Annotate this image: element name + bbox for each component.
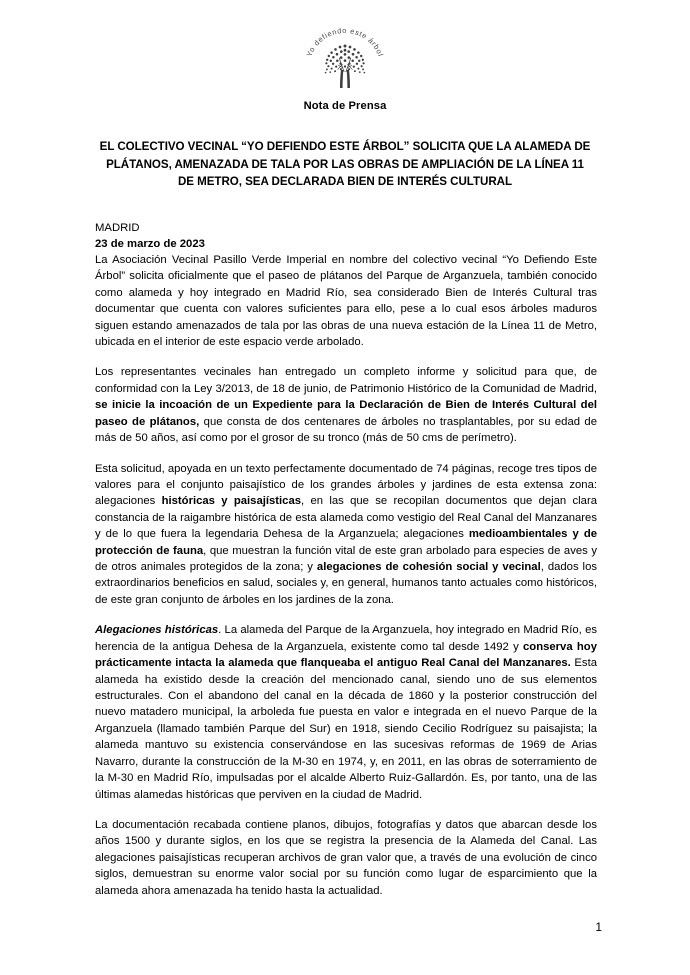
page-number: 1 [595, 920, 602, 934]
paragraph-1-text: La Asociación Vecinal Pasillo Verde Imperial en nombre del colectivo vecinal “Yo Defiendo Este Árbol” solicita oficialmente que el paseo de plátanos del Parque de Arganzuela, también conocido como alameda y hoy integrado en Madrid Río, sea considerado Bien de Interés Cultural tras documentar que cuenta con valores suficientes para ello, pese a lo cual esos árboles maduros siguen estando amenazados de tala por las obras de una nueva estación de la Línea 11 de Metro, ubicada en el interior de este espacio verde arbolado. [95, 253, 597, 348]
paragraph-3-bold-b: medioambientales y de protección de fauna [95, 528, 597, 557]
svg-text:Yo defiendo este árbol: Yo defiendo este árbol [304, 25, 386, 58]
paragraph-5 [95, 817, 597, 899]
nota-de-prensa-label: Nota de Prensa [303, 100, 387, 112]
paragraph-2-text-b: que consta de dos centenares de árboles no trasplantables, por su edad de más de 50 años, así como por el grosor de su tronco (más de 50 cms de perímetro). [95, 415, 597, 445]
paragraph-4-heading-italic: Alegaciones históricas [95, 624, 219, 637]
page-title: EL COLECTIVO VECINAL “YO DEFIENDO ESTE ÁRBOL” SOLICITA QUE LA ALAMEDA DE PLÁTANOS, AMENAZADA DE TALA POR LAS OBRAS DE AMPLIACIÓN DE LA LÍNEA 11 DE METRO, SEA DECLARADA BIEN DE INTERÉS CULTURAL [99, 140, 591, 189]
dateline [95, 220, 597, 252]
paragraph-3 [95, 461, 597, 609]
paragraph-5-text: La documentación recabada contiene planos, dibujos, fotografías y datos que abarcan desde los años 1500 y durante siglos, en los que se registra la presencia de la Alameda del Canal. Las alegaciones paisajísticas recuperan archivos de gran valor que, a través de una evolución de cinco siglos, demuestran su enorme valor social por su función como lugar de esparcimiento que la alameda ahora amenazada ha tenido hasta la actualidad. [95, 818, 597, 897]
paragraph-3-text-d: , dados los extraordinarios beneficios en salud, sociales y, en general, humanos tanto actuales como históricos, de este gran conjunto de árboles en los jardines de la zona. [95, 561, 597, 606]
paragraph-4-bold-a: conserva hoy prácticamente intacta la alameda que flanqueaba el antiguo Real Canal del Manzanares. [95, 640, 597, 670]
dateline-city: MADRID [95, 221, 140, 234]
dateline-date: 23 de marzo de 2023 [95, 237, 205, 250]
paragraph-3-text-a: Esta solicitud, apoyada en un texto perfectamente documentado de 74 páginas, recoge tres tipos de valores para el conjunto paisajístico de los grandes árboles y jardines de esta extensa zona: alegaciones [95, 462, 597, 508]
paragraph-4-text-a: . La alameda del Parque de la Arganzuela, hoy integrado en Madrid Río, es herencia de la antigua Dehesa de la Arganzuela, existente como tal desde 1492 y [95, 624, 598, 653]
paragraph-3-bold-c: alegaciones de cohesión social y vecinal [316, 561, 541, 574]
logo-container [0, 0, 690, 78]
paragraph-2-text-a: Los representantes vecinales han entregado un completo informe y solicitud para que, de conformidad con la Ley 3/2013, de 18 de junio, de Patrimonio Histórico de la Comunidad de Madrid, [95, 366, 597, 395]
tree-logo-icon [297, 22, 393, 94]
paragraph-3-bold-a: históricas y paisajísticas [161, 495, 302, 508]
paragraph-2 [95, 364, 597, 446]
paragraph-3-text-c: , que muestran la función vital de este gran arbolado para especies de aves y de otros animales protegidos de la zona; y [95, 544, 597, 574]
paragraph-1 [95, 252, 597, 351]
paragraph-4 [95, 622, 597, 803]
paragraph-3-text-b: , en las que se recopilan documentos que dejan clara constancia de la raigambre histórica de esta alameda como vestigio del Real Canal del Manzanares y de lo que fuera la legendaria Dehesa de la Arganzuela; alegaciones [95, 495, 597, 541]
document-body [93, 220, 597, 899]
paragraph-4-text-b: Esta alameda ha existido desde la creación del mencionado canal, siendo uno de sus elementos estructurales. Con el abandono del canal en la década de 1860 y la posterior construcción del nuevo matadero municipal, la arboleda fue puesta en valor e integrada en el nuevo Parque de la Arganzuela (llamado también Parque del Sur) en 1918, siendo Cecilio Rodríguez su paisajista; la alameda mantuvo su existencia conservándose en las sucesivas reformas de 1969 de Arias Navarro, durante la construcción de la M-30 en 1974, y, en 2011, en las obras de soterramiento de la M-30 en Madrid Río, impulsadas por el alcalde Alberto Ruiz-Gallardón. Es, por tanto, una de las últimas alamedas históricas que perviven en la ciudad de Madrid. [95, 657, 598, 801]
paragraph-2-bold-a: se inicie la incoación de un Expediente para la Declaración de Bien de Interés Cultural del paseo de plátanos, [95, 399, 597, 428]
